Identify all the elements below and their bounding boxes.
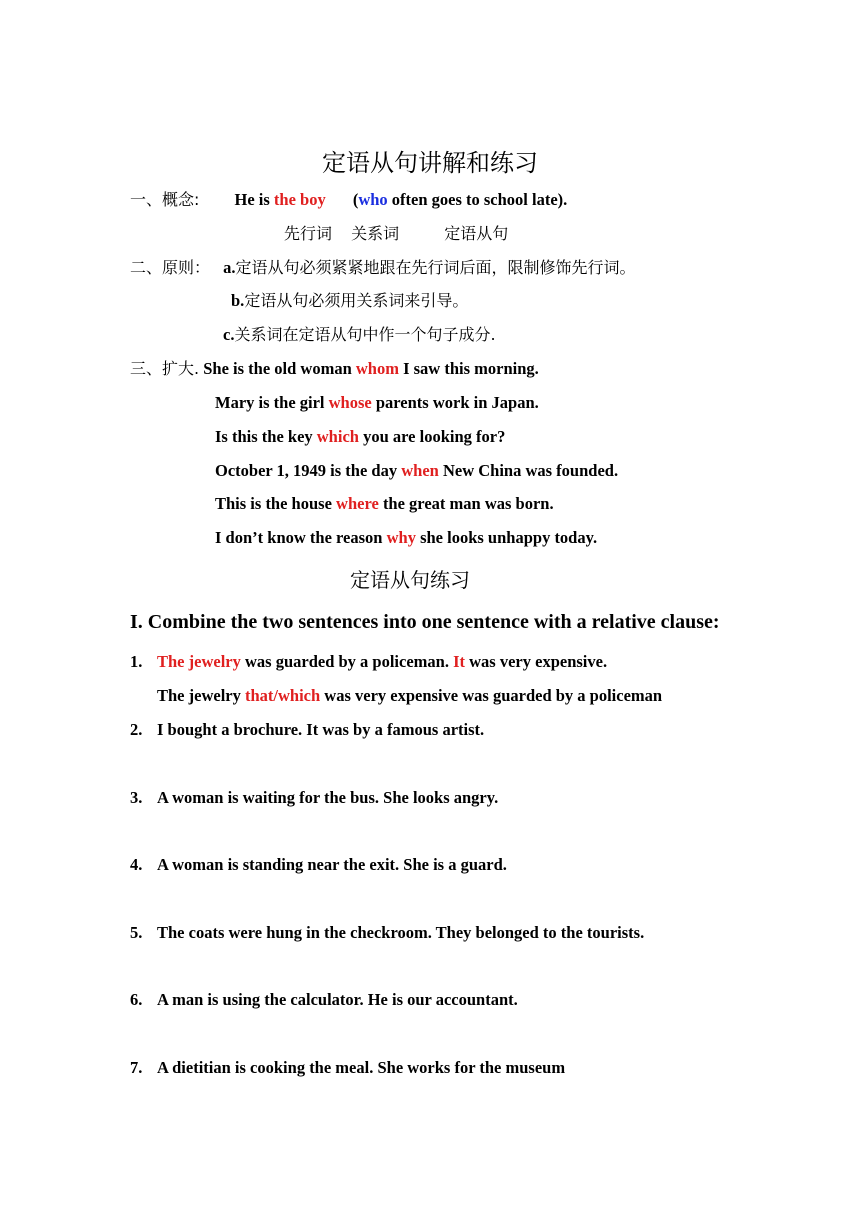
example-post: she looks unhappy today. <box>415 528 598 547</box>
example-pre: Is this the key <box>215 427 317 446</box>
item-number: 1. <box>130 652 143 671</box>
principle-c-letter: c. <box>223 325 235 344</box>
expand-label: 三、扩大. <box>130 359 200 378</box>
example-relative: where <box>336 494 379 513</box>
item-number: 6. <box>130 990 143 1009</box>
concept-line <box>130 190 567 210</box>
exercise-heading: I. Combine the two sentences into one sentence with a relative clause: <box>130 611 720 633</box>
concept-pre: He is <box>234 190 274 209</box>
concept-antecedent: the boy <box>273 190 326 209</box>
example-relative: whose <box>328 393 372 412</box>
exercise-item-1 <box>130 652 607 672</box>
example-pre: October 1, 1949 is the day <box>215 461 402 480</box>
example-post: the great man was born. <box>378 494 554 513</box>
expand-example-4 <box>215 494 554 514</box>
principle-b <box>231 291 468 311</box>
example-pre: I don’t know the reason <box>215 528 387 547</box>
exercise-item-1-answer <box>157 686 662 706</box>
item-number: 4. <box>130 855 143 874</box>
expand-example-2 <box>215 427 505 447</box>
principle-a-letter: a. <box>223 258 236 277</box>
item-text: I bought a brochure. It was by a famous artist. <box>157 720 485 739</box>
exercise-item-5 <box>130 923 644 943</box>
principle-b-text: 定语从句必须用关系词来引导。 <box>244 291 469 310</box>
item-number: 2. <box>130 720 143 739</box>
label-clause: 定语从句 <box>444 224 509 243</box>
example-post: New China was founded. <box>438 461 619 480</box>
principle-a-text: 定语从句必须紧紧地跟在先行词后面，限制修饰先行词。 <box>235 258 636 277</box>
item-text: A dietitian is cooking the meal. She works for the museum <box>157 1058 566 1077</box>
expand-example-0 <box>130 359 539 379</box>
example-post: parents work in Japan. <box>371 393 539 412</box>
concept-clause: often goes to school late). <box>387 190 568 209</box>
example-post: I saw this morning. <box>398 359 539 378</box>
principle-c <box>223 325 496 345</box>
example-pre: Mary is the girl <box>215 393 329 412</box>
example-relative: when <box>401 461 439 480</box>
example-relative: whom <box>355 359 399 378</box>
example-relative: why <box>386 528 416 547</box>
example-pre: She is the old woman <box>199 359 356 378</box>
expand-example-1 <box>215 393 539 413</box>
principle-a <box>130 258 636 278</box>
answer-relative: that/which <box>244 686 321 705</box>
concept-labels <box>284 224 508 244</box>
label-relative: 关系词 <box>351 224 400 243</box>
expand-example-3 <box>215 461 618 481</box>
exercise-item-3 <box>130 788 498 808</box>
exercise-item-7 <box>130 1058 565 1078</box>
principles-label: 二、原则： <box>130 258 211 277</box>
page-title: 定语从句讲解和练习 <box>322 149 538 177</box>
item-number: 3. <box>130 788 143 807</box>
practice-title: 定语从句练习 <box>350 568 470 592</box>
expand-example-5 <box>215 528 597 548</box>
item-text: A woman is standing near the exit. She is a guard. <box>157 855 507 874</box>
answer-post: was very expensive was guarded by a policeman <box>320 686 663 705</box>
exercise-item-6 <box>130 990 518 1010</box>
item-text: The coats were hung in the checkroom. They belonged to the tourists. <box>157 923 645 942</box>
principle-c-text: 关系词在定语从句中作一个句子成分. <box>234 325 496 344</box>
answer-pre: The jewelry <box>157 686 245 705</box>
item1-red-2: It <box>453 652 466 671</box>
example-post: you are looking for? <box>358 427 506 446</box>
item-number: 5. <box>130 923 143 942</box>
concept-relative: who <box>358 190 388 209</box>
example-pre: This is the house <box>215 494 337 513</box>
item-text: A man is using the calculator. He is our accountant. <box>157 990 518 1009</box>
item1-mid: was guarded by a policeman. <box>240 652 454 671</box>
label-antecedent: 先行词 <box>284 224 333 243</box>
principle-b-letter: b. <box>231 291 245 310</box>
example-relative: which <box>316 427 359 446</box>
item1-red-1: The jewelry <box>157 652 241 671</box>
concept-label: 一、概念: <box>130 190 200 209</box>
item1-end: was very expensive. <box>465 652 608 671</box>
exercise-item-4 <box>130 855 507 875</box>
exercise-item-2 <box>130 720 484 740</box>
item-text: A woman is waiting for the bus. She looks angry. <box>157 788 499 807</box>
item-number: 7. <box>130 1058 143 1077</box>
concept-paren: ( <box>352 190 359 209</box>
